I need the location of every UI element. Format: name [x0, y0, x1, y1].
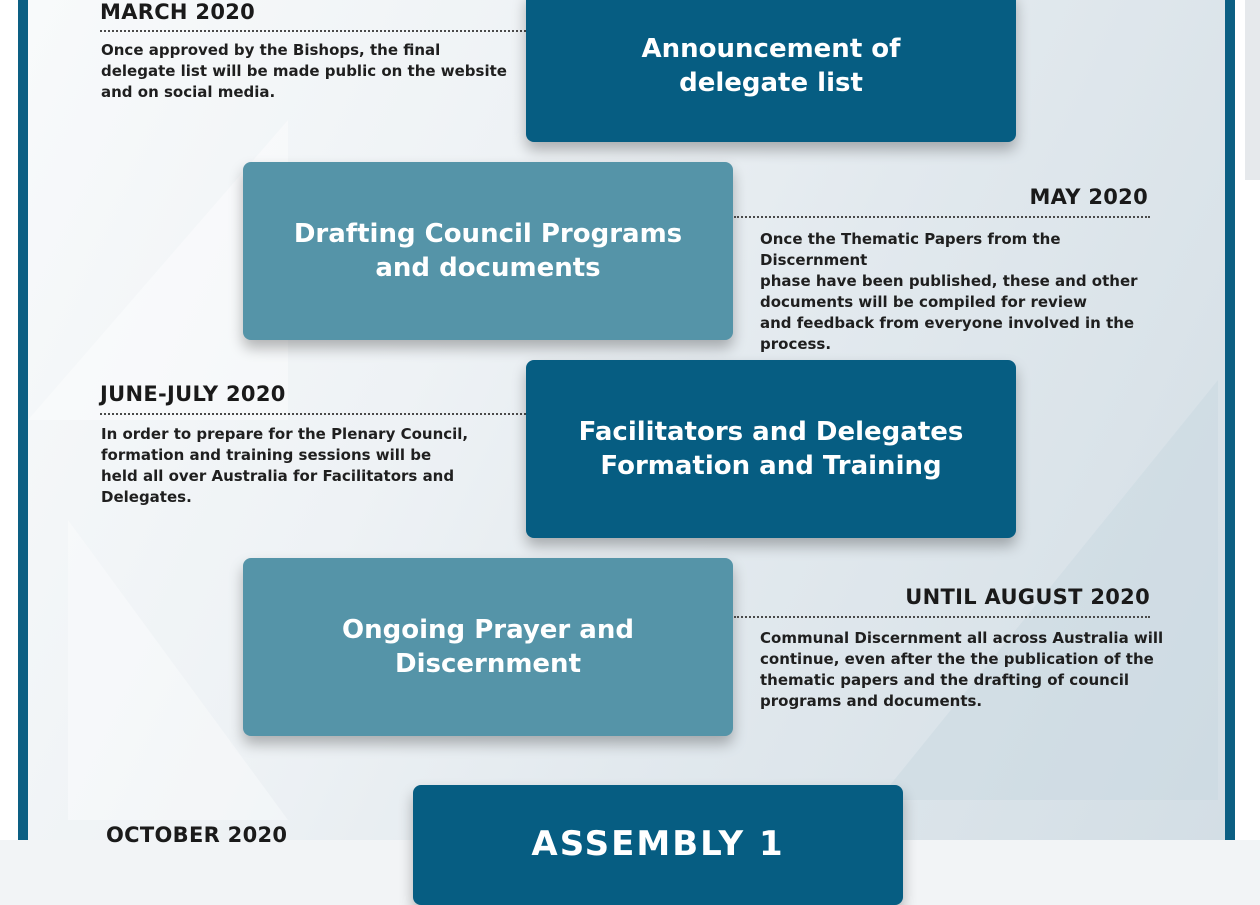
step-title-line: Discernment [394, 649, 581, 679]
dotted-connector [734, 216, 1150, 218]
timeline-date: MAY 2020 [1029, 185, 1148, 209]
step-title-line: delegate list [679, 68, 863, 98]
step-title-line: Ongoing Prayer and [342, 615, 634, 645]
step-title [302, 613, 674, 681]
step-title [254, 217, 722, 285]
right-edge-strip [1245, 0, 1260, 180]
timeline-description [101, 40, 521, 103]
description-line: formation and training sessions will be [101, 446, 432, 464]
timeline-description [760, 229, 1170, 355]
description-line: thematic papers and the drafting of council [760, 671, 1130, 689]
timeline-date: JUNE-JULY 2020 [100, 382, 286, 406]
step-title-line: and documents [375, 253, 601, 283]
timeline-step-box [526, 0, 1016, 142]
description-line: process. [760, 335, 832, 353]
description-line: Communal Discernment all across Australia will [760, 629, 1164, 647]
timeline-step-box [413, 785, 903, 905]
step-title-line: Announcement of [641, 34, 901, 64]
timeline-date: MARCH 2020 [100, 0, 256, 24]
description-line: Delegates. [101, 488, 192, 506]
dotted-connector [100, 413, 526, 415]
step-title [602, 32, 941, 100]
description-line: programs and documents. [760, 692, 983, 710]
description-line: and feedback from everyone involved in the [760, 314, 1135, 332]
timeline-date: OCTOBER 2020 [106, 823, 288, 847]
description-line: phase have been published, these and other [760, 272, 1138, 290]
step-title-line: Drafting Council Programs [293, 219, 683, 249]
timeline-step-box [243, 558, 733, 736]
description-line: continue, even after the the publication of the [760, 650, 1154, 668]
description-line: Once the Thematic Papers from the Discernment [760, 230, 1061, 269]
description-line: and on social media. [101, 83, 276, 101]
description-line: held all over Australia for Facilitators and [101, 467, 455, 485]
dotted-connector [100, 30, 526, 32]
description-line: In order to prepare for the Plenary Council, [101, 425, 469, 443]
timeline-description [760, 628, 1170, 712]
description-line: documents will be compiled for review [760, 293, 1088, 311]
description-line: Once approved by the Bishops, the final [101, 41, 441, 59]
timeline-date: UNTIL AUGUST 2020 [905, 585, 1150, 609]
dotted-connector [734, 616, 1150, 618]
step-title-line: Facilitators and Delegates [578, 417, 964, 447]
step-title [539, 415, 1004, 483]
step-title: ASSEMBLY 1 [531, 824, 785, 864]
timeline-step-box [526, 360, 1016, 538]
timeline-step-box [243, 162, 733, 340]
description-line: delegate list will be made public on the website [101, 62, 507, 80]
step-title-line: Formation and Training [600, 451, 942, 481]
timeline-description [101, 424, 521, 508]
